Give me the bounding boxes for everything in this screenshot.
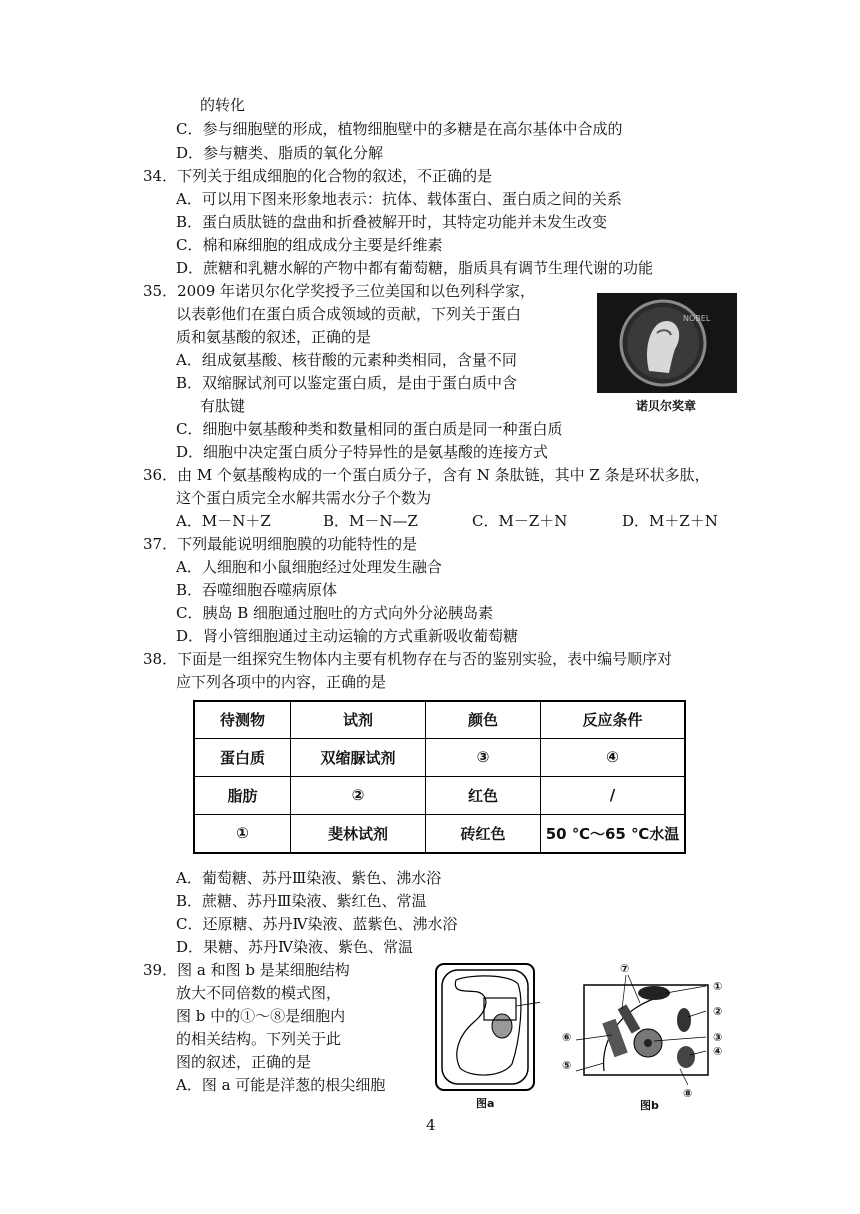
question-34: 34．下列关于组成细胞的化合物的叙述，不正确的是 [143,167,493,185]
figure-label: ⑧ [683,1087,693,1100]
figure-label: ⑦ [620,962,630,975]
q36-option-c: C．M－Z＋N [472,512,568,530]
q38-option-a: A．葡萄糖、苏丹Ⅲ染液、紫色、沸水浴 [176,869,442,887]
nobel-medal-image [597,293,737,393]
table-row [194,814,685,853]
identification-table [193,700,686,854]
table-header-cell: 试剂 [291,701,426,738]
question-35-line2: 以表彰他们在蛋白质合成领域的贡献，下列关于蛋白 [176,305,522,323]
figure-label: ② [713,1005,723,1018]
figure-label: ① [713,980,723,993]
q34-option-c: C．棉和麻细胞的组成成分主要是纤维素 [176,236,443,254]
table-cell: ③ [426,738,541,776]
medal-caption: 诺贝尔奖章 [636,399,697,413]
table-header-row [194,701,685,738]
q34-option-a: A．可以用下图来形象地表示：抗体、载体蛋白、蛋白质之间的关系 [176,190,622,208]
question-37: 37．下列最能说明细胞膜的功能特性的是 [143,535,418,553]
question-39: 39．图 a 和图 b 是某细胞结构 [143,961,350,979]
question-38-line2: 应下列各项中的内容，正确的是 [176,673,387,691]
question-36-line2: 这个蛋白质完全水解共需水分子个数为 [176,489,432,507]
table-cell: 红色 [426,776,541,814]
q37-option-d: D．肾小管细胞通过主动运输的方式重新吸收葡萄糖 [176,627,519,645]
q35-option-c: C．细胞中氨基酸种类和数量相同的蛋白质是同一种蛋白质 [176,420,563,438]
table-cell: 双缩脲试剂 [291,738,426,776]
q37-option-b: B．吞噬细胞吞噬病原体 [176,581,338,599]
table-cell: 蛋白质 [194,738,291,776]
figure-a-caption: 图a [476,1097,495,1110]
table-cell: / [541,776,686,814]
question-38: 38．下面是一组探究生物体内主要有机物存在与否的鉴别实验，表中编号顺序对 [143,650,673,668]
question-36: 36．由 M 个氨基酸构成的一个蛋白质分子，含有 N 条肽链，其中 Z 条是环状多肽， [143,466,710,484]
q35-option-b: B．双缩脲试剂可以鉴定蛋白质，是由于蛋白质中含 [176,374,518,392]
q39-option-a: A．图 a 可能是洋葱的根尖细胞 [176,1076,386,1094]
q36-option-b: B．M－N—Z [323,512,418,530]
figure-b-cell-structures [556,965,716,1095]
question-39-line3: 图 b 中的①～⑧是细胞内 [176,1007,346,1025]
option-c: C．参与细胞壁的形成，植物细胞壁中的多糖是在高尔基体中合成的 [176,120,623,138]
q38-option-d: D．果糖、苏丹Ⅳ染液、紫色、常温 [176,938,414,956]
question-39-line5: 图的叙述，正确的是 [176,1053,312,1071]
q36-option-a: A．M－N＋Z [176,512,271,530]
figure-a-plant-cell [430,960,540,1100]
q34-option-b: B．蛋白质肽链的盘曲和折叠被解开时，其特定功能并未发生改变 [176,213,608,231]
svg-text:NOBEL: NOBEL [683,314,711,323]
figure-label: ⑥ [562,1031,572,1044]
page-number: 4 [426,1116,436,1134]
table-header-cell: 颜色 [426,701,541,738]
figure-label: ④ [713,1045,723,1058]
q38-option-b: B．蔗糖、苏丹Ⅲ染液、紫红色、常温 [176,892,427,910]
q38-option-c: C．还原糖、苏丹Ⅳ染液、蓝紫色、沸水浴 [176,915,458,933]
table-cell: ④ [541,738,686,776]
table-header-cell: 待测物 [194,701,291,738]
table-cell: 脂肪 [194,776,291,814]
table-cell: 斐林试剂 [291,814,426,853]
question-39-line2: 放大不同倍数的模式图， [176,984,342,1002]
option-d: D．参与糖类、脂质的氧化分解 [176,144,384,162]
table-cell: 砖红色 [426,814,541,853]
figure-label: ⑤ [562,1059,572,1072]
q37-option-a: A．人细胞和小鼠细胞经过处理发生融合 [176,558,442,576]
figure-label: ③ [713,1031,723,1044]
question-35-line3: 质和氨基酸的叙述，正确的是 [176,328,372,346]
figure-b-caption: 图b [640,1099,659,1112]
q36-option-d: D．M＋Z＋N [622,512,718,530]
table-cell: 50 ℃～65 ℃水温 [541,814,686,853]
q34-option-d: D．蔗糖和乳糖水解的产物中都有葡萄糖，脂质具有调节生理代谢的功能 [176,259,654,277]
q35-option-b-line2: 有肽键 [200,397,246,415]
option-continuation: 的转化 [200,96,246,114]
table-cell: ② [291,776,426,814]
table-header-cell: 反应条件 [541,701,686,738]
question-39-line4: 的相关结构。下列关于此 [176,1030,342,1048]
q35-option-a: A．组成氨基酸、核苷酸的元素种类相同，含量不同 [176,351,517,369]
q35-option-d: D．细胞中决定蛋白质分子特异性的是氨基酸的连接方式 [176,443,549,461]
table-row [194,738,685,776]
table-cell: ① [194,814,291,853]
question-35: 35．2009 年诺贝尔化学奖授予三位美国和以色列科学家， [143,282,536,300]
table-row [194,776,685,814]
q37-option-c: C．胰岛 B 细胞通过胞吐的方式向外分泌胰岛素 [176,604,494,622]
